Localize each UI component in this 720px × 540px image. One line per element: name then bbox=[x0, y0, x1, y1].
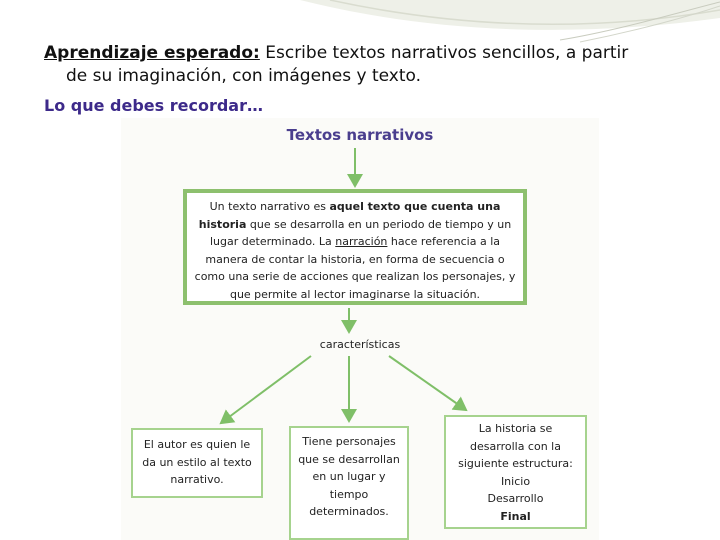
definition-underlined: narración bbox=[335, 235, 388, 248]
structure-part-middle: Desarrollo bbox=[487, 492, 544, 505]
objective-label: Aprendizaje esperado: bbox=[44, 43, 260, 63]
characters-box: Tiene personajes que se desarrollan en un lugar y tiempo determinados. bbox=[289, 426, 409, 540]
objective-text: Escribe textos narrativos sencillos, a partir bbox=[265, 43, 629, 63]
definition-part-3: hace referencia a la manera de contar la historia, en forma de secuencia o como una serie de acciones que realizan los personajes, y que permite al lector imaginarse la situación. bbox=[194, 235, 516, 301]
author-box: El autor es quien le da un estilo al texto narrativo. bbox=[131, 428, 263, 498]
definition-box bbox=[183, 189, 527, 305]
diagram-title: Textos narrativos bbox=[286, 126, 434, 144]
definition-part-2: que se desarrolla en un periodo de tiempo y un lugar determinado. La bbox=[209, 217, 512, 248]
structure-box bbox=[444, 415, 587, 529]
structure-part-end: Final bbox=[500, 509, 531, 523]
concept-map bbox=[121, 118, 599, 540]
arrow-to-structure bbox=[389, 356, 466, 410]
structure-intro: La historia se desarrolla con la siguiente estructura: bbox=[458, 422, 573, 470]
definition-bold: aquel texto que cuenta una historia bbox=[198, 200, 501, 231]
objective-text-line2: de su imaginación, con imágenes y texto. bbox=[66, 66, 422, 86]
arrow-to-author bbox=[221, 356, 311, 423]
definition-part-1: Un texto narrativo es bbox=[209, 200, 330, 213]
features-label: características bbox=[319, 338, 401, 351]
remember-heading: Lo que debes recordar… bbox=[44, 96, 263, 115]
structure-part-beginning: Inicio bbox=[500, 474, 531, 488]
learning-objective bbox=[44, 42, 694, 88]
